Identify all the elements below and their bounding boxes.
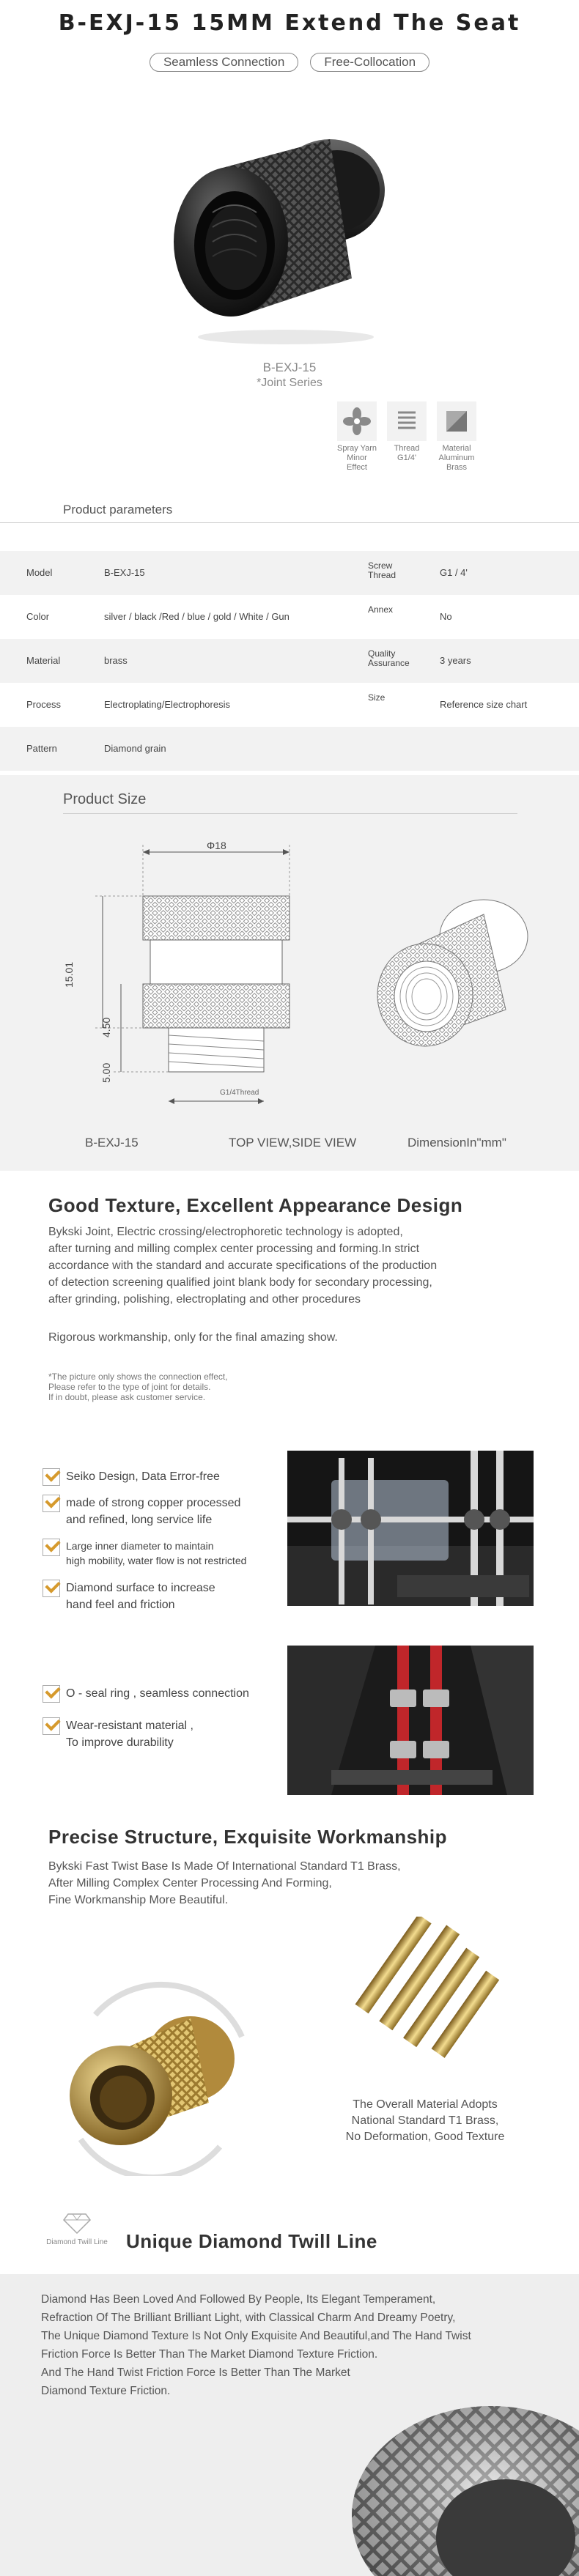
diamond-body: Diamond Has Been Loved And Followed By People, Its Elegant Temperament, Refraction Of The Brilliant Brilliant Light, with Classical Charm And Dreamy Poetry, The Unique Diamond Texture Is Not Only Exquisite And Beautiful,and The Hand Twist Friction Force Is Better Than The Market Diamond Texture Friction. And The Hand Twist Friction Force Is Better Than The Market Diamond Texture Friction.: [41, 2293, 471, 2397]
material-caption: The Overall Material Adopts National Standard T1 Brass, No Deformation, Good Texture: [345, 2098, 505, 2143]
caption-view: TOP VIEW,SIDE VIEW: [229, 1136, 357, 1150]
table-row: Pattern Diamond grain: [0, 727, 579, 771]
check-icon: [43, 1495, 60, 1512]
size-heading: Product Size: [63, 791, 147, 807]
install-photo-2: [287, 1646, 534, 1795]
check-icon: [43, 1468, 60, 1486]
caption-model: B-EXJ-15: [85, 1136, 139, 1150]
dim-diameter: Φ18: [207, 840, 226, 851]
spec-thread: Thread G1/4': [387, 401, 427, 473]
feature-item: Seiko Design, Data Error-free: [43, 1468, 220, 1486]
caption-unit: DimensionIn"mm": [407, 1136, 506, 1150]
dim-500: 5.00: [100, 1062, 112, 1083]
rigorous-line: Rigorous workmanship, only for the final amazing show.: [48, 1331, 338, 1344]
spec-material: Material Aluminum Brass: [437, 401, 476, 473]
tag-collocation: Free-Collocation: [310, 53, 429, 72]
precise-body: Bykski Fast Twist Base Is Made Of International Standard T1 Brass, After Milling Complex Center Processing And Forming, Fine Workmanship More Beautiful.: [48, 1860, 401, 1906]
params-heading-bar: [0, 498, 579, 523]
product-title: B-EXJ-15 15MM Extend The Seat: [58, 10, 521, 36]
check-icon: [43, 1717, 60, 1735]
brass-rods-image: [334, 1917, 539, 2063]
divider: [63, 813, 517, 814]
params-heading: Product parameters: [63, 503, 173, 517]
diamond-icon: [62, 2213, 92, 2235]
thread-icon: [392, 407, 421, 436]
product-size-section: [0, 775, 579, 1171]
check-icon: [43, 1580, 60, 1597]
model-caption: B-EXJ-15: [262, 360, 317, 374]
hero-section: [0, 0, 579, 528]
table-row: Process Electroplating/Electrophoresis Size Reference size chart: [26, 692, 528, 710]
params-table: [0, 551, 579, 771]
fitting-product-image: [154, 95, 418, 352]
spec-icons: [337, 401, 476, 473]
install-photo-1: [287, 1451, 534, 1606]
texture-heading: Good Texture, Excellent Appearance Design: [48, 1194, 463, 1216]
thread-label: G1/4Thread: [220, 1089, 259, 1097]
check-icon: [43, 1539, 60, 1556]
table-row: Model B-EXJ-15 Screw Thread G1 / 4': [0, 551, 579, 595]
dim-450: 4.50: [100, 1017, 112, 1037]
texture-body: Bykski Joint, Electric crossing/electrophoretic technology is adopted, after turning and milling complex center processing and forming.In strict accordance with the standard and accurate specifications of the production of detection screening qualified joint blank body for secondary processing, after grinding, polishing, electroplating and other procedures: [48, 1226, 438, 1306]
dim-15: 15.01: [63, 961, 75, 988]
diamond-heading: Unique Diamond Twill Line: [126, 2230, 377, 2252]
feature-tags: [0, 53, 579, 72]
feature-item: Diamond surface to increase hand feel and friction: [43, 1580, 215, 1613]
table-row: Color silver / black /Red / blue / gold / White / Gun Annex No: [26, 604, 452, 622]
precise-heading: Precise Structure, Exquisite Workmanship: [48, 1826, 448, 1848]
spec-spray: Spray Yarn Minor Effect: [337, 401, 377, 473]
diamond-logo: Diamond Twill Line: [37, 2213, 117, 2246]
dimension-drawing: [51, 830, 315, 1123]
feature-item: made of strong copper processed and refined, long service life: [43, 1495, 240, 1528]
check-icon: [43, 1685, 60, 1703]
knurl-closeup-image: [308, 2391, 579, 2576]
series-caption: *Joint Series: [257, 377, 322, 389]
fitting-sketch: [359, 885, 542, 1061]
tag-seamless: Seamless Connection: [150, 53, 298, 72]
material-icon: [442, 407, 471, 436]
brass-fitting-image: [51, 1949, 279, 2176]
diamond-panel: [0, 2274, 579, 2576]
feature-item: O - seal ring , seamless connection: [43, 1685, 249, 1703]
feature-item: Wear-resistant material , To improve durability: [43, 1717, 193, 1751]
feature-item: Large inner diameter to maintain high mobility, water flow is not restricted: [43, 1539, 246, 1568]
flower-icon: [342, 407, 372, 436]
disclaimer: *The picture only shows the connection effect, Please refer to the type of joint for details. If in doubt, please ask customer service.: [48, 1372, 228, 1402]
table-row: Material brass Quality Assurance 3 years: [0, 639, 579, 683]
